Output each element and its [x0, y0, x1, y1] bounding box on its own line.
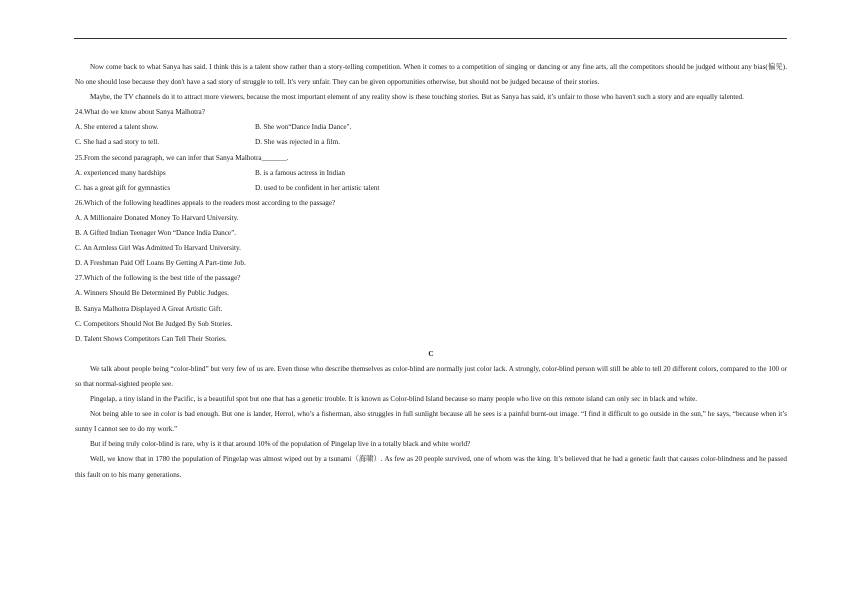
option-row [75, 181, 787, 196]
question-24 [75, 105, 787, 150]
option-d: D. She was rejected in a film. [255, 138, 341, 147]
question-stem: 24.What do we know about Sanya Malhotra? [75, 108, 205, 117]
option-row [75, 120, 787, 135]
option-d: D. Talent Shows Competitors Can Tell Their Stories. [75, 334, 227, 343]
option-a: A. experienced many hardships [75, 168, 166, 177]
option-a: A. Winners Should Be Determined By Public Judges. [75, 289, 229, 298]
option-a: A. She entered a talent show. [75, 123, 159, 132]
option-a: A. A Millionaire Donated Money To Harvard University. [75, 213, 239, 222]
question-stem: 25.From the second paragraph, we can infer that Sanya Malhotra_______. [75, 153, 289, 162]
option-b: B. is a famous actress in Indian [255, 168, 346, 177]
option-b: B. A Gifted Indian Teenager Won “Dance India Dance”. [75, 229, 237, 238]
option-c: C. She had a sad story to tell. [75, 138, 160, 147]
passage-c-paragraph: Pingelap, a tiny island in the Pacific, is a beautiful spot but one that has a genetic trouble. It is known as Color-blind Island because so many people who live on this remote island can only sec in black and white. [90, 395, 698, 404]
question-stem: 27.Which of the following is the best title of the passage? [75, 274, 241, 283]
passage-b-paragraph: Maybe, the TV channels do it to attract more viewers, because the most important element of any reality show is these touching stories. But as Sanya has said, it’s unfair to those who haven't such a story and are equally talented. [90, 93, 744, 102]
option-d: D. A Freshman Paid Off Loans By Getting A Part-time Job. [75, 259, 246, 268]
question-26 [75, 196, 787, 271]
passage-c-paragraph: Not being able to see in color is bad enough. But one is lander, Herrol, who’s a fisherman, also struggles in full sunlight because all he sees is a painful burnt-out image. “I find it difficult to go outside in the sun,” he says, “because when it’s sunny I cannot see to do my work.” [75, 410, 787, 434]
question-25 [75, 151, 787, 196]
page-content [75, 60, 787, 483]
passage-b-paragraph: Now come back to what Sanya has said. I think this is a talent show rather than a story-telling competition. When it comes to a competition of singing or dancing or any fine arts, all the competitors should be judged without any bias(偏见). No one should lose because they don't have a sad story of struggle to tell. It's very unfair. They can be given opportunities otherwise, but should not be judged because of their stories. [75, 63, 787, 87]
passage-c-paragraph: We talk about people being “color-blind” but very few of us are. Even those who describe themselves as color-blind are normally just color lack. A strongly, color-blind person will still be able to tell 20 different colors, compared to the 100 or so that normal-sighted people see. [75, 364, 787, 388]
header-rule [74, 38, 787, 39]
option-c: C. has a great gift for gymnastics [75, 183, 171, 192]
question-27 [75, 271, 787, 346]
passage-c-paragraph: But if being truly color-blind is rare, why is it that around 10% of the population of Pingelap live in a totally black and white world? [90, 440, 471, 449]
option-row [75, 135, 787, 150]
passage-c-paragraph: Well, we know that in 1780 the population of Pingelap was almost wiped out by a tsunami（海啸）. As few as 20 people survived, one of whom was the king. It’s believed that he had a genetic fault that causes color-blindness and he passed this fault on to his many generations. [75, 455, 787, 479]
option-b: B. She won“Dance India Dance". [255, 123, 352, 132]
option-row [75, 166, 787, 181]
option-d: D. used to be confident in her artistic talent [255, 183, 380, 192]
section-heading: C [428, 349, 434, 358]
question-stem: 26.Which of the following headlines appeals to the readers most according to the passage? [75, 198, 336, 207]
option-c: C. Competitors Should Not Be Judged By Sob Stories. [75, 319, 233, 328]
option-b: B. Sanya Malhotra Displayed A Great Artistic Gift. [75, 304, 223, 313]
option-c: C. An Armless Girl Was Admitted To Harvard University. [75, 244, 241, 253]
